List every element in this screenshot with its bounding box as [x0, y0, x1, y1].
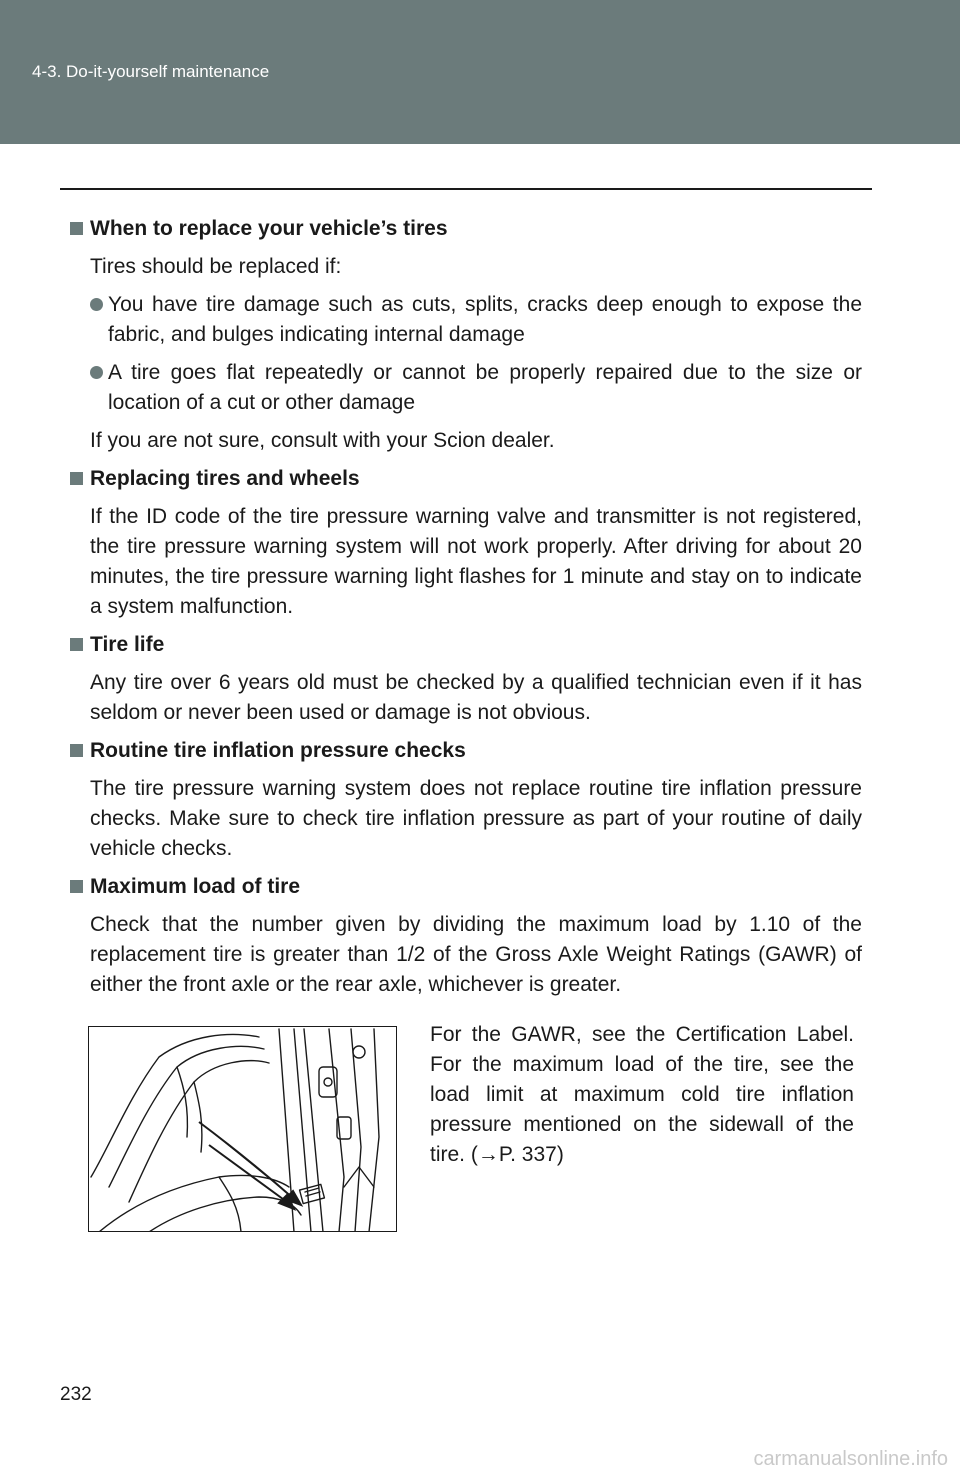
square-bullet-icon [70, 744, 83, 757]
square-bullet-icon [70, 472, 83, 485]
section-body: If the ID code of the tire pressure warning valve and transmitter is not registered, the tire pressure warning system will not work properly. After driving for about 20 minutes, the tire pressure warning light flashes for 1 minute and stay on to indicate a system malfunction. [90, 505, 862, 618]
section-heading: Maximum load of tire [70, 872, 862, 902]
section-heading: When to replace your vehicle’s tires [70, 214, 862, 244]
section-body: Any tire over 6 years old must be checked by a qualified technician even if it has seldom or never been used or damage is not obvious. [90, 671, 862, 724]
circle-bullet-icon [90, 298, 103, 311]
seat-and-door-pillar-icon [89, 1027, 397, 1232]
bullet-item: You have tire damage such as cuts, splits, cracks deep enough to expose the fabric, and bulges indicating internal damage [70, 290, 862, 350]
section-body: Check that the number given by dividing the maximum load by 1.10 of the replacement tire is greater than 1/2 of the Gross Axle Weight Ratings (GAWR) of either the front axle or the rear axle, whichever is greater. [90, 913, 862, 996]
square-bullet-icon [70, 880, 83, 893]
page-number: 232 [60, 1384, 92, 1405]
main-content [70, 214, 862, 1008]
section-maximum-load [70, 872, 862, 1000]
section-outro: If you are not sure, consult with your Scion dealer. [90, 429, 555, 452]
header-divider [60, 188, 872, 190]
section-when-to-replace [70, 214, 862, 456]
square-bullet-icon [70, 222, 83, 235]
section-tire-life [70, 630, 862, 728]
section-heading: Tire life [70, 630, 862, 660]
door-pillar-label-illustration [88, 1026, 397, 1232]
chapter-header [0, 0, 960, 144]
chapter-title: 4-3. Do-it-yourself maintenance [32, 62, 270, 81]
section-intro: Tires should be replaced if: [90, 255, 342, 278]
section-routine-checks [70, 736, 862, 864]
watermark: carmanualsonline.info [753, 1448, 948, 1470]
section-heading: Replacing tires and wheels [70, 464, 862, 494]
circle-bullet-icon [90, 366, 103, 379]
square-bullet-icon [70, 638, 83, 651]
section-replacing-tires [70, 464, 862, 622]
section-body: The tire pressure warning system does not replace routine tire inflation pressure checks. Make sure to check tire inflation pressure as part of your routine of daily vehicle checks. [90, 777, 862, 860]
section-heading: Routine tire inflation pressure checks [70, 736, 862, 766]
figure-caption: For the GAWR, see the Certification Label. For the maximum load of the tire, see the load limit at maximum cold tire inflation pressure mentioned on the sidewall of the tire. (→P. 337) [430, 1023, 854, 1166]
bullet-item: A tire goes flat repeatedly or cannot be properly repaired due to the size or location of a cut or other damage [70, 358, 862, 418]
